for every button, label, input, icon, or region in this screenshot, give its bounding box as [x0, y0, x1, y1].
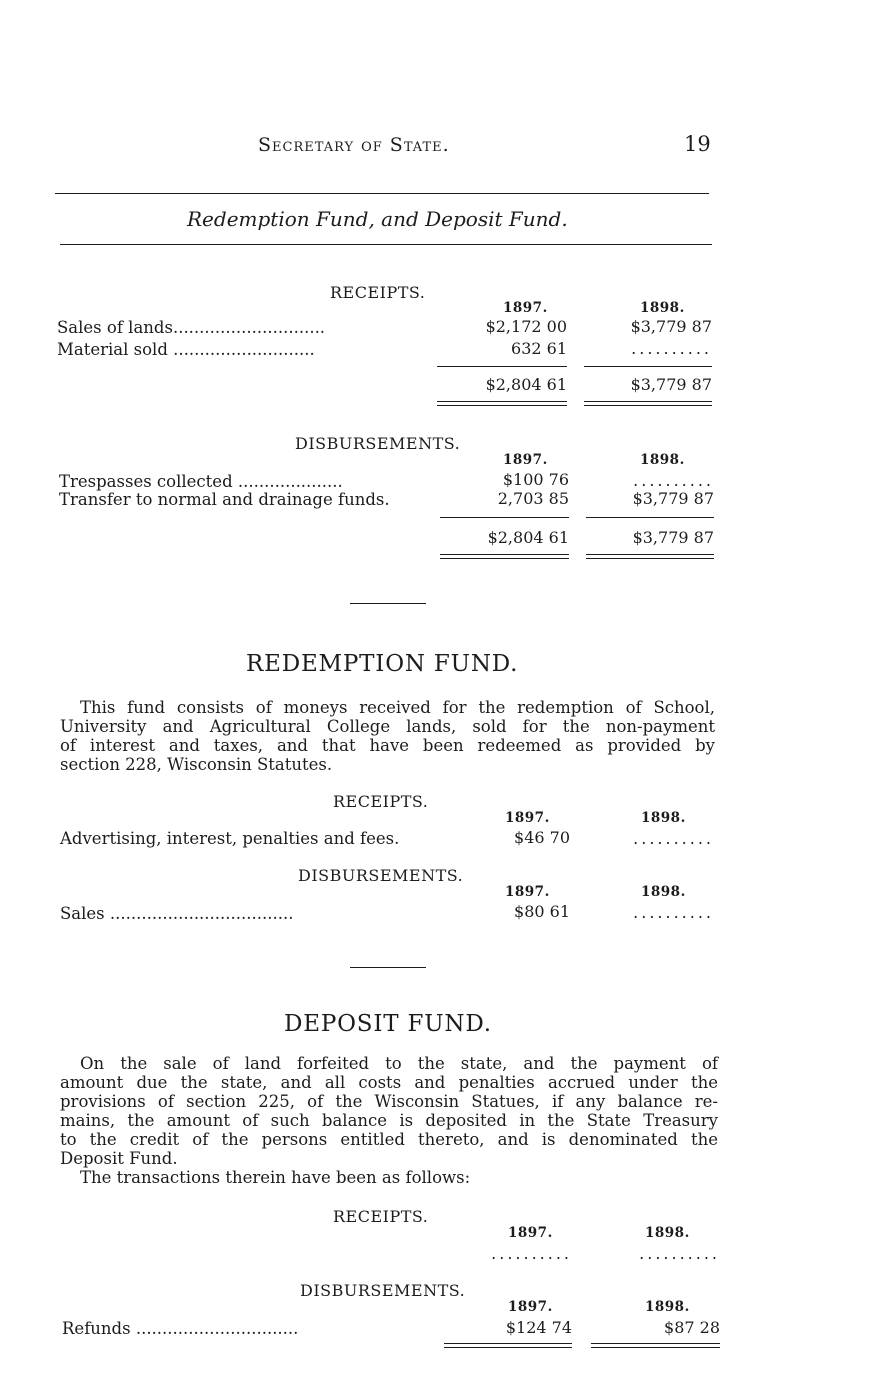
section-divider	[350, 603, 426, 604]
value-1897: ..........	[491, 1244, 572, 1263]
row-label: Transfer to normal and drainage funds.	[59, 490, 390, 509]
disbursements-heading: DISBURSEMENTS.	[298, 866, 464, 885]
year-1898: 1898.	[641, 810, 686, 826]
paragraph-line: amount due the state, and all costs and penalties accrued under the	[60, 1073, 718, 1092]
value-1898: $3,779 87	[632, 489, 714, 508]
year-1898: 1898.	[640, 452, 685, 468]
value-1897: $124 74	[505, 1318, 572, 1337]
value-1897: 632 61	[511, 339, 567, 358]
paragraph-line: The transactions therein have been as follows:	[80, 1168, 471, 1187]
year-1898: 1898.	[641, 884, 686, 900]
row-label: Sales of lands.............................	[57, 318, 326, 337]
paragraph-line: section 228, Wisconsin Statutes.	[60, 755, 333, 774]
total-double-rule	[591, 1343, 720, 1348]
sum-rule	[586, 517, 714, 518]
value-1898: $87 28	[664, 1318, 720, 1337]
section-divider	[350, 967, 426, 968]
sum-rule	[440, 517, 569, 518]
year-1897: 1897.	[508, 1225, 553, 1241]
disbursements-heading: DISBURSEMENTS.	[295, 434, 461, 453]
row-label: Refunds ...............................	[62, 1319, 299, 1338]
total-1898: $3,779 87	[630, 375, 712, 394]
row-label: Sales ...................................	[60, 904, 294, 923]
year-1898: 1898.	[645, 1225, 690, 1241]
total-double-rule	[586, 554, 714, 559]
paragraph-line: of interest and taxes, and that have been redeemed as provided by	[60, 736, 715, 755]
sum-rule	[437, 366, 567, 367]
subtitle-rule	[60, 244, 712, 245]
value-1898: $3,779 87	[630, 317, 712, 336]
sum-rule	[584, 366, 712, 367]
value-1898: ..........	[633, 829, 714, 848]
value-1897: $46 70	[514, 828, 570, 847]
total-1898: $3,779 87	[632, 528, 714, 547]
row-label: Trespasses collected ....................	[59, 472, 343, 491]
paragraph-line: Deposit Fund.	[60, 1149, 178, 1168]
year-1897: 1897.	[505, 884, 550, 900]
row-label: Material sold ...........................	[57, 340, 315, 359]
value-1897: $2,172 00	[485, 317, 567, 336]
paragraph-line: provisions of section 225, of the Wisconsin Statues, if any balance re-	[60, 1092, 718, 1111]
total-1897: $2,804 61	[485, 375, 567, 394]
paragraph-line: On the sale of land forfeited to the state, and the payment of	[80, 1054, 718, 1073]
paragraph-line: This fund consists of moneys received for the redemption of School,	[80, 698, 715, 717]
total-double-rule	[437, 401, 567, 406]
page-number: 19	[684, 132, 711, 156]
value-1897: 2,703 85	[497, 489, 569, 508]
paragraph-line: University and Agricultural College lands, sold for the non-payment	[60, 717, 715, 736]
value-1898: ..........	[633, 471, 714, 490]
receipts-heading: RECEIPTS.	[330, 283, 426, 302]
total-double-rule	[440, 554, 569, 559]
year-1897: 1897.	[508, 1299, 553, 1315]
year-1898: 1898.	[645, 1299, 690, 1315]
paragraph-line: to the credit of the persons entitled thereto, and is denominated the	[60, 1130, 718, 1149]
total-double-rule	[584, 401, 712, 406]
section-title: DEPOSIT FUND.	[284, 1011, 492, 1037]
section-title: REDEMPTION FUND.	[246, 651, 519, 677]
redemption-paragraph	[60, 698, 715, 774]
receipts-heading: RECEIPTS.	[333, 1207, 429, 1226]
value-1897: $80 61	[514, 902, 570, 921]
receipts-heading: RECEIPTS.	[333, 792, 429, 811]
total-1897: $2,804 61	[487, 528, 569, 547]
year-1897: 1897.	[503, 300, 548, 316]
running-title: Secretary of State.	[258, 134, 450, 156]
paragraph-line: mains, the amount of such balance is deposited in the State Treasury	[60, 1111, 718, 1130]
row-label: Advertising, interest, penalties and fees.	[60, 829, 400, 848]
value-1898: ..........	[631, 339, 712, 358]
year-1897: 1897.	[503, 452, 548, 468]
top-rule	[55, 193, 709, 194]
value-1898: ..........	[633, 903, 714, 922]
year-1897: 1897.	[505, 810, 550, 826]
disbursements-heading: DISBURSEMENTS.	[300, 1281, 466, 1300]
table-subtitle: Redemption Fund, and Deposit Fund.	[187, 207, 568, 231]
year-1898: 1898.	[640, 300, 685, 316]
total-double-rule	[444, 1343, 572, 1348]
value-1898: ..........	[639, 1244, 720, 1263]
value-1897: $100 76	[502, 470, 569, 489]
deposit-paragraph	[60, 1054, 718, 1187]
